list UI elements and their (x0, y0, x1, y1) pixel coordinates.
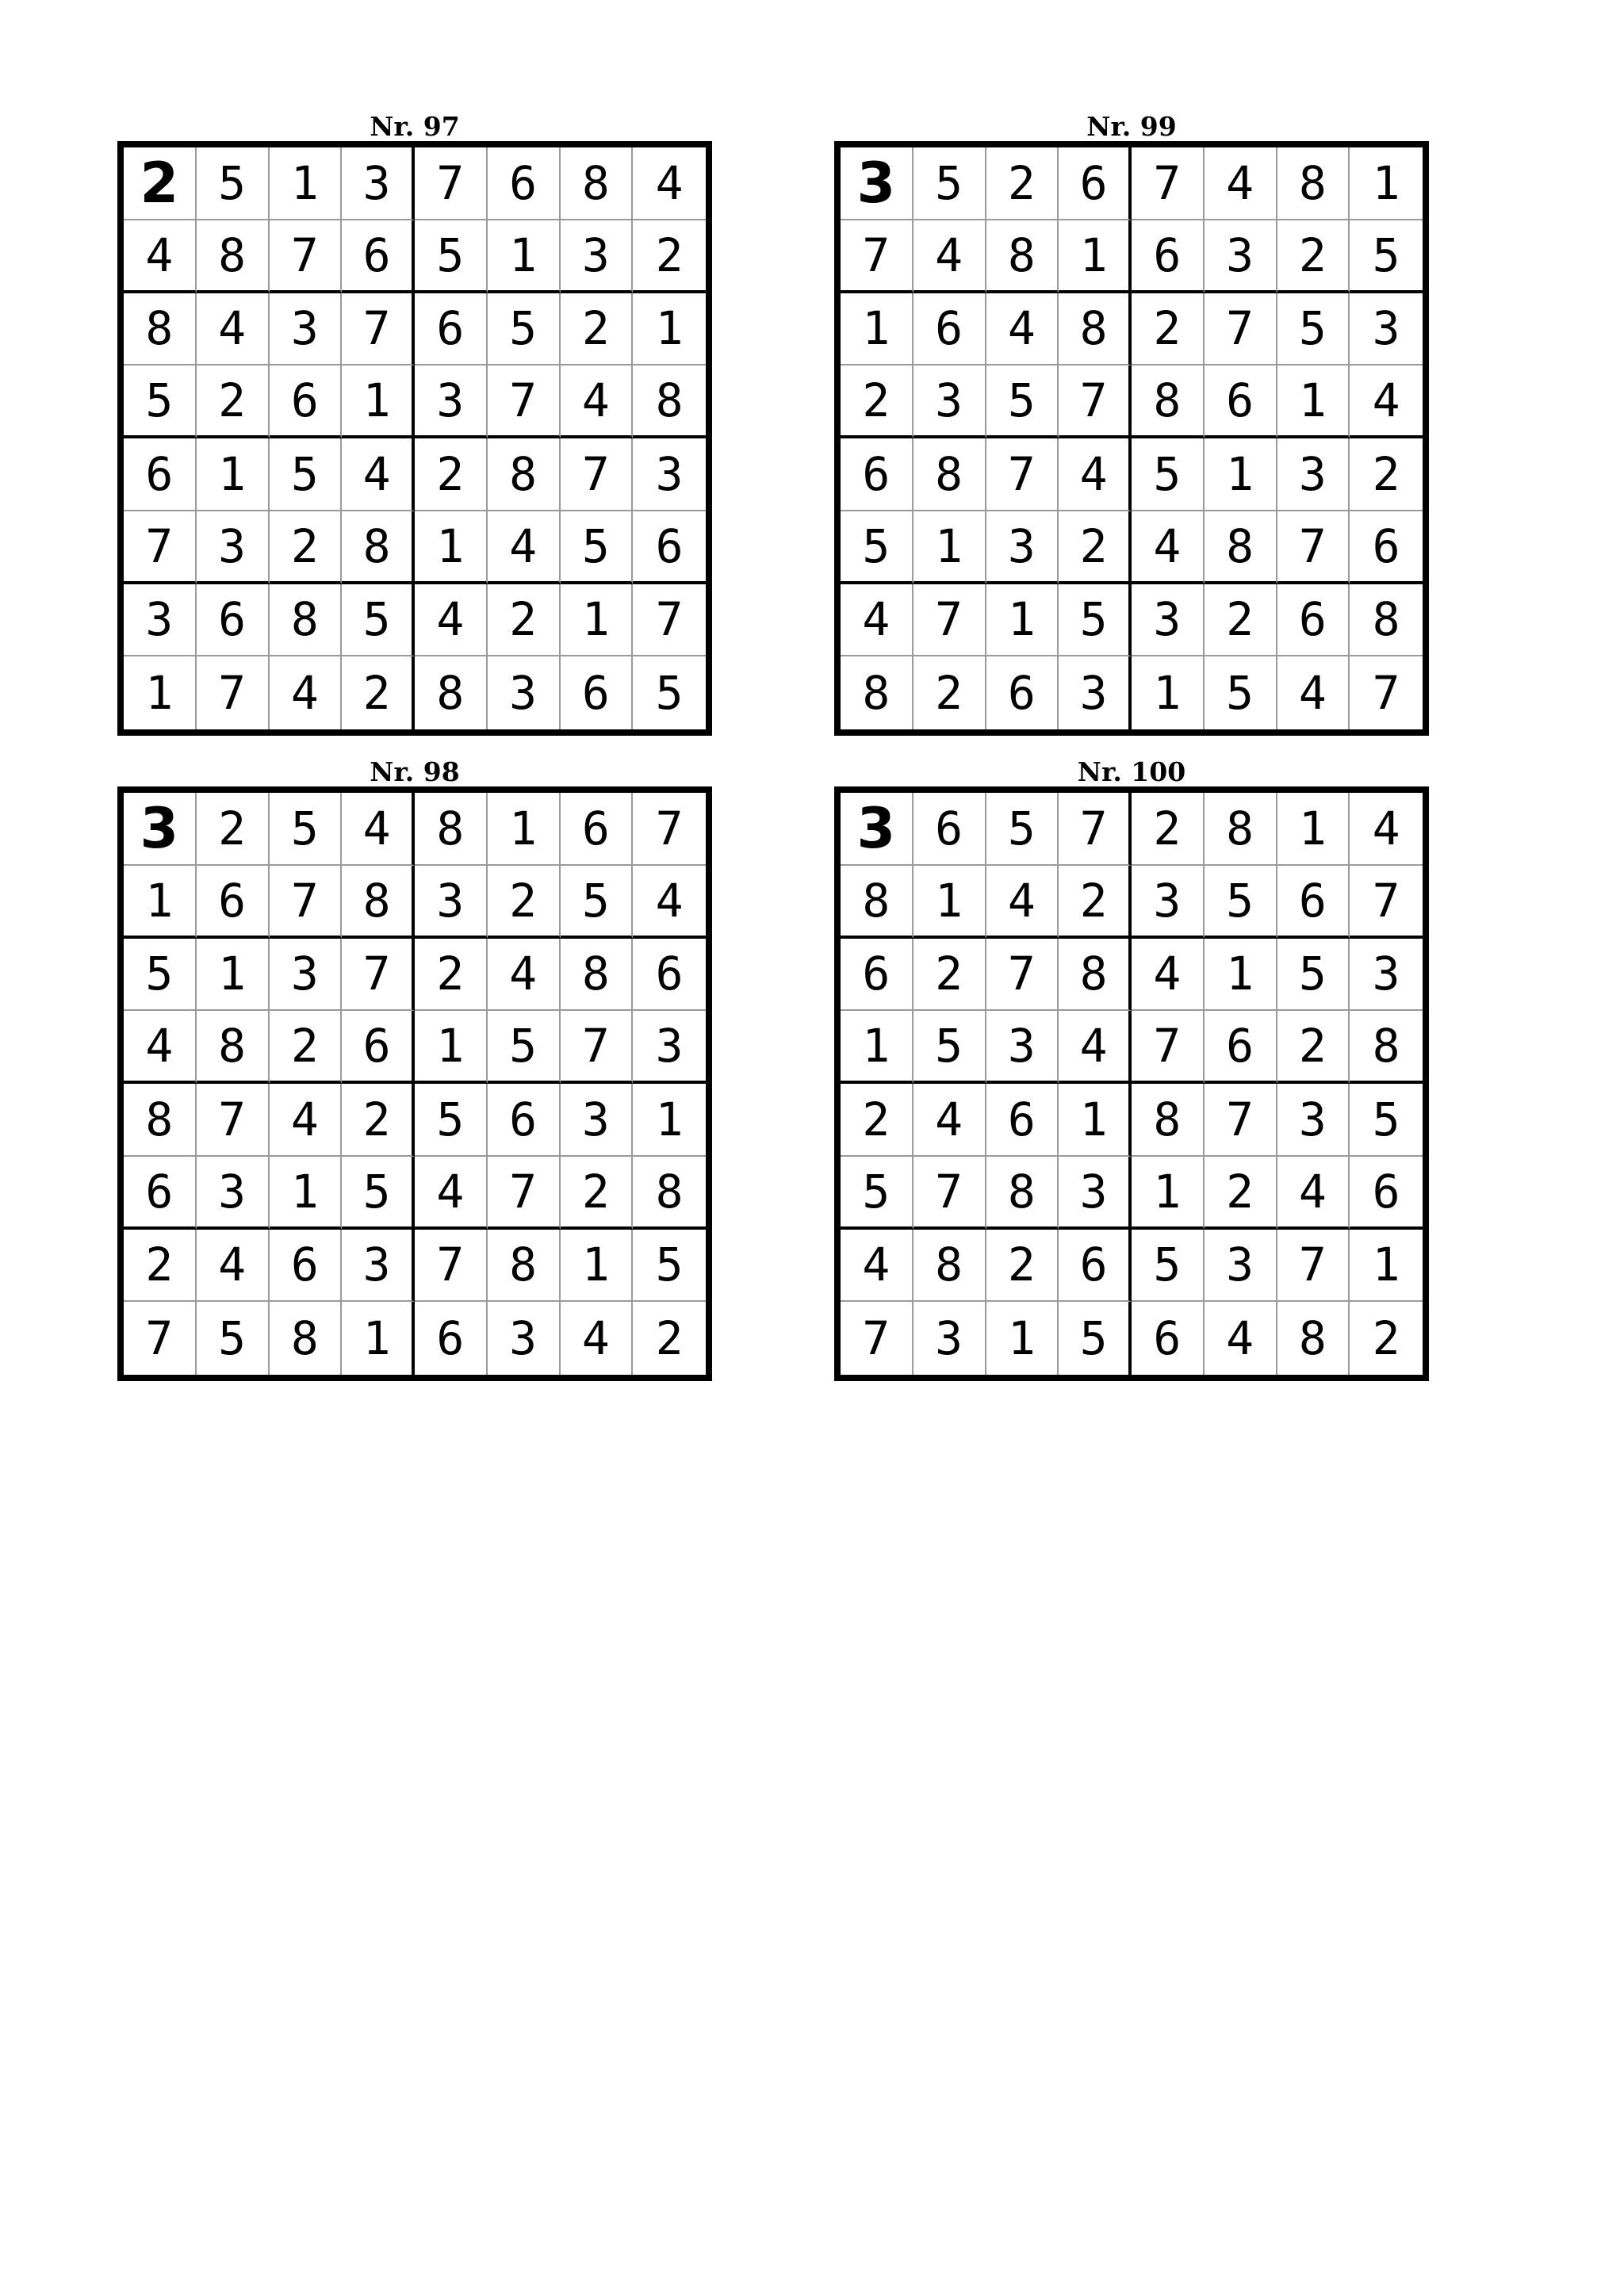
grid-cell: 5 (197, 1302, 270, 1375)
grid-cell: 1 (415, 1011, 488, 1084)
grid-cell: 2 (1059, 511, 1132, 584)
grid-cell: 6 (488, 1084, 561, 1157)
grid-cell: 4 (1059, 438, 1132, 511)
grid-cell: 7 (488, 365, 561, 438)
grid-cell: 3 (197, 511, 270, 584)
puzzle-nr-98 (117, 758, 712, 1381)
grid-cell: 2 (415, 438, 488, 511)
grid-cell: 8 (1059, 293, 1132, 366)
grid-cell: 8 (270, 1302, 343, 1375)
grid-cell: 8 (1059, 939, 1132, 1012)
grid-cell: 8 (342, 866, 415, 939)
grid-cell: 5 (1132, 1230, 1205, 1303)
grid-cell: 5 (197, 147, 270, 220)
grid-cell: 4 (633, 147, 706, 220)
grid-cell: 6 (1132, 1302, 1205, 1375)
grid-cell: 1 (1350, 1230, 1423, 1303)
grid-cell: 4 (914, 1084, 986, 1157)
grid-cell: 6 (561, 793, 634, 866)
grid-cell: 5 (1277, 293, 1350, 366)
grid-cell: 2 (841, 365, 914, 438)
grid-cell: 2 (841, 1084, 914, 1157)
grid-cell: 2 (270, 1011, 343, 1084)
grid-cell: 3 (124, 584, 197, 657)
grid-cell: 8 (124, 1084, 197, 1157)
grid-cell: 1 (1205, 438, 1277, 511)
grid-cell: 2 (342, 656, 415, 729)
grid-cell: 2 (1277, 220, 1350, 293)
grid-cell: 3 (488, 1302, 561, 1375)
grid-cell: 1 (342, 1302, 415, 1375)
grid-cell: 4 (488, 511, 561, 584)
grid-cell: 8 (914, 1230, 986, 1303)
grid-cell: 2 (124, 1230, 197, 1303)
grid-cell: 7 (986, 939, 1059, 1012)
grid-cell: 5 (986, 365, 1059, 438)
grid-cell: 2 (986, 147, 1059, 220)
grid-cell: 1 (914, 866, 986, 939)
grid-cell: 8 (1350, 584, 1423, 657)
grid-cell: 6 (1277, 866, 1350, 939)
grid-cell: 4 (1350, 365, 1423, 438)
grid-cell: 5 (986, 793, 1059, 866)
grid-cell: 3 (1132, 584, 1205, 657)
grid-cell: 8 (914, 438, 986, 511)
grid-cell: 7 (633, 793, 706, 866)
grid-cell: 1 (270, 147, 343, 220)
grid-cell: 7 (342, 939, 415, 1012)
grid-cell: 5 (488, 293, 561, 366)
grid-cell: 2 (1372, 1311, 1400, 1366)
grid-cell: 5 (1277, 939, 1350, 1012)
grid-cell: 3 (270, 293, 343, 366)
grid-cell: 8 (1350, 1011, 1423, 1084)
grid-cell: 2 (561, 1157, 634, 1230)
grid-cell: 5 (841, 1157, 914, 1230)
grid-cell: 5 (488, 1011, 561, 1084)
grid-cell: 5 (415, 220, 488, 293)
grid-cell: 5 (914, 1011, 986, 1084)
grid-cell: 5 (1059, 1302, 1132, 1375)
grid-cell: 3 (1350, 293, 1423, 366)
grid-cell: 1 (633, 293, 706, 366)
grid-cell: 8 (986, 220, 1059, 293)
grid-cell: 8 (270, 584, 343, 657)
grid-cell: 2 (1277, 1011, 1350, 1084)
grid-cell: 7 (1132, 147, 1205, 220)
grid-cell: 5 (415, 1084, 488, 1157)
grid-cell: 3 (1059, 1157, 1132, 1230)
grid-cell: 3 (342, 1230, 415, 1303)
grid-cell: 8 (561, 939, 634, 1012)
grid-cell: 6 (1277, 584, 1350, 657)
grid-cell: 3 (986, 1011, 1059, 1084)
grid-cell: 5 (124, 939, 197, 1012)
grid-cell: 5 (1350, 1084, 1423, 1157)
grid-cell: 3 (561, 220, 634, 293)
grid-cell: 1 (488, 793, 561, 866)
grid-cell: 6 (633, 939, 706, 1012)
grid-cell: 1 (342, 365, 415, 438)
grid-cell: 4 (633, 866, 706, 939)
grid-cell: 2 (561, 293, 634, 366)
grid-cell: 7 (1277, 1230, 1350, 1303)
grid-cell: 6 (914, 793, 986, 866)
grid-cell: 2 (124, 147, 197, 220)
grid-cell: 6 (986, 1084, 1059, 1157)
grid-cell: 5 (342, 1157, 415, 1230)
grid-cell: 3 (124, 793, 197, 866)
grid-cell: 7 (124, 1302, 197, 1375)
grid-cell: 7 (1132, 1011, 1205, 1084)
grid-cell: 5 (633, 1230, 706, 1303)
grid-cell: 4 (561, 365, 634, 438)
grid-cell: 3 (561, 1084, 634, 1157)
grid-cell: 8 (415, 793, 488, 866)
grid-cell: 1 (986, 1302, 1059, 1375)
grid-cell: 2 (1132, 793, 1205, 866)
grid-cell: 7 (342, 293, 415, 366)
grid-cell: 1 (1059, 220, 1132, 293)
puzzle-nr-100 (834, 758, 1429, 1381)
grid-cell: 5 (1205, 866, 1277, 939)
grid-cell: 4 (1350, 793, 1423, 866)
grid-cell: 4 (1059, 1011, 1132, 1084)
grid-cell: 4 (270, 1084, 343, 1157)
grid-cell: 3 (633, 1011, 706, 1084)
grid-cell: 8 (197, 220, 270, 293)
grid-cell: 7 (1277, 511, 1350, 584)
grid-cell: 1 (1132, 656, 1205, 729)
grid-cell: 3 (1277, 1084, 1350, 1157)
grid-cell: 6 (124, 1157, 197, 1230)
grid-cell: 6 (342, 1011, 415, 1084)
grid-cell: 1 (1059, 1084, 1132, 1157)
grid-cell: 8 (1132, 365, 1205, 438)
grid-cell: 5 (1350, 220, 1423, 293)
grid-cell: 2 (1132, 293, 1205, 366)
grid-cell: 8 (633, 365, 706, 438)
grid-cell: 5 (1132, 438, 1205, 511)
grid-cell: 4 (1132, 511, 1205, 584)
grid-cell: 3 (197, 1157, 270, 1230)
grid-cell: 5 (124, 365, 197, 438)
grid-cell: 2 (1205, 1157, 1277, 1230)
grid-cell: 1 (914, 511, 986, 584)
grid-cell: 1 (197, 939, 270, 1012)
grid-cell: 5 (561, 866, 634, 939)
grid-cell: 1 (488, 220, 561, 293)
grid-cell: 4 (342, 793, 415, 866)
grid-cell: 7 (1372, 666, 1400, 721)
sudoku-grid (834, 141, 1429, 736)
grid-cell: 3 (415, 365, 488, 438)
puzzle-title: Nr. 98 (370, 756, 460, 787)
grid-cell: 7 (561, 438, 634, 511)
grid-cell: 4 (986, 866, 1059, 939)
grid-cell: 7 (1059, 793, 1132, 866)
grid-cell: 4 (342, 438, 415, 511)
grid-cell: 5 (270, 438, 343, 511)
grid-cell: 6 (342, 220, 415, 293)
grid-cell: 1 (841, 293, 914, 366)
grid-cell: 1 (841, 1011, 914, 1084)
grid-cell: 3 (415, 866, 488, 939)
grid-cell: 8 (841, 866, 914, 939)
grid-cell: 6 (197, 866, 270, 939)
grid-cell: 1 (415, 511, 488, 584)
grid-cell: 7 (488, 1157, 561, 1230)
grid-cell: 4 (986, 293, 1059, 366)
grid-cell: 3 (1205, 220, 1277, 293)
grid-cell: 6 (415, 1302, 488, 1375)
grid-cell: 3 (986, 511, 1059, 584)
grid-cell: 7 (415, 147, 488, 220)
grid-cell: 6 (124, 438, 197, 511)
grid-cell: 2 (488, 866, 561, 939)
grid-cell: 4 (488, 939, 561, 1012)
grid-cell: 7 (1059, 365, 1132, 438)
puzzle-nr-97 (117, 113, 712, 736)
sudoku-grid (117, 786, 712, 1381)
grid-cell: 3 (1277, 438, 1350, 511)
sudoku-grid (834, 786, 1429, 1381)
grid-cell: 6 (986, 656, 1059, 729)
grid-cell: 6 (1059, 147, 1132, 220)
grid-cell: 4 (270, 656, 343, 729)
grid-cell: 8 (633, 1157, 706, 1230)
grid-cell: 5 (914, 147, 986, 220)
grid-cell: 6 (1205, 1011, 1277, 1084)
grid-cell: 3 (914, 1302, 986, 1375)
grid-cell: 8 (488, 438, 561, 511)
grid-cell: 2 (197, 793, 270, 866)
grid-cell: 8 (841, 656, 914, 729)
grid-cell: 2 (1205, 584, 1277, 657)
grid-cell: 7 (561, 1011, 634, 1084)
grid-cell: 7 (986, 438, 1059, 511)
grid-cell: 8 (1277, 147, 1350, 220)
grid-cell: 2 (1350, 438, 1423, 511)
grid-cell: 7 (633, 584, 706, 657)
grid-cell: 2 (914, 939, 986, 1012)
grid-cell: 3 (342, 147, 415, 220)
grid-cell: 5 (1205, 656, 1277, 729)
grid-cell: 6 (841, 438, 914, 511)
grid-cell: 1 (1132, 1157, 1205, 1230)
grid-cell: 5 (1059, 584, 1132, 657)
grid-cell: 6 (1059, 1230, 1132, 1303)
grid-cell: 1 (986, 584, 1059, 657)
grid-cell: 1 (1205, 939, 1277, 1012)
grid-cell: 6 (914, 293, 986, 366)
grid-cell: 2 (197, 365, 270, 438)
grid-cell: 8 (1277, 1302, 1350, 1375)
grid-cell: 2 (415, 939, 488, 1012)
grid-cell: 6 (197, 584, 270, 657)
grid-cell: 7 (1350, 866, 1423, 939)
grid-cell: 3 (270, 939, 343, 1012)
grid-cell: 7 (914, 584, 986, 657)
grid-cell: 7 (841, 220, 914, 293)
grid-cell: 7 (197, 1084, 270, 1157)
grid-cell: 4 (197, 1230, 270, 1303)
grid-cell: 7 (1205, 1084, 1277, 1157)
grid-cell: 4 (1205, 1302, 1277, 1375)
puzzle-title: Nr. 100 (1077, 756, 1186, 787)
puzzle-title: Nr. 99 (1086, 111, 1177, 142)
grid-cell: 4 (1205, 147, 1277, 220)
grid-cell: 1 (197, 438, 270, 511)
grid-cell: 3 (841, 147, 914, 220)
grid-cell: 4 (415, 584, 488, 657)
grid-cell: 2 (986, 1230, 1059, 1303)
grid-cell: 4 (1277, 1157, 1350, 1230)
grid-cell: 8 (1132, 1084, 1205, 1157)
grid-cell: 1 (1277, 793, 1350, 866)
grid-cell: 1 (1277, 365, 1350, 438)
grid-cell: 4 (124, 220, 197, 293)
grid-cell: 5 (841, 511, 914, 584)
grid-cell: 7 (197, 656, 270, 729)
grid-cell: 7 (415, 1230, 488, 1303)
grid-cell: 7 (841, 1302, 914, 1375)
grid-cell: 3 (841, 793, 914, 866)
grid-cell: 8 (986, 1157, 1059, 1230)
grid-cell: 4 (841, 584, 914, 657)
grid-cell: 7 (914, 1157, 986, 1230)
grid-cell: 8 (561, 147, 634, 220)
grid-cell: 3 (1059, 656, 1132, 729)
grid-cell: 2 (342, 1084, 415, 1157)
grid-cell: 4 (1132, 939, 1205, 1012)
grid-cell: 1 (124, 866, 197, 939)
grid-cell: 8 (342, 511, 415, 584)
grid-cell: 5 (561, 511, 634, 584)
grid-cell: 6 (1132, 220, 1205, 293)
grid-cell: 2 (488, 584, 561, 657)
grid-cell: 1 (1350, 147, 1423, 220)
grid-cell: 1 (124, 656, 197, 729)
grid-cell: 2 (914, 656, 986, 729)
grid-cell: 7 (270, 220, 343, 293)
grid-cell: 6 (633, 511, 706, 584)
grid-cell: 4 (914, 220, 986, 293)
grid-cell: 8 (415, 656, 488, 729)
grid-cell: 6 (1350, 1157, 1423, 1230)
grid-cell: 1 (633, 1084, 706, 1157)
grid-cell: 5 (655, 666, 684, 721)
grid-cell: 4 (415, 1157, 488, 1230)
grid-cell: 6 (561, 656, 634, 729)
grid-cell: 6 (415, 293, 488, 366)
grid-cell: 3 (488, 656, 561, 729)
puzzle-title: Nr. 97 (370, 111, 460, 142)
grid-cell: 6 (1350, 511, 1423, 584)
grid-cell: 4 (841, 1230, 914, 1303)
grid-cell: 8 (1205, 511, 1277, 584)
grid-cell: 4 (1277, 656, 1350, 729)
grid-cell: 1 (270, 1157, 343, 1230)
grid-cell: 4 (561, 1302, 634, 1375)
grid-cell: 2 (270, 511, 343, 584)
grid-cell: 1 (561, 584, 634, 657)
grid-cell: 8 (124, 293, 197, 366)
grid-cell: 6 (270, 1230, 343, 1303)
grid-cell: 7 (124, 511, 197, 584)
grid-cell: 4 (124, 1011, 197, 1084)
grid-cell: 3 (1132, 866, 1205, 939)
grid-cell: 2 (655, 1311, 684, 1366)
grid-cell: 3 (914, 365, 986, 438)
grid-cell: 6 (488, 147, 561, 220)
grid-cell: 7 (270, 866, 343, 939)
grid-cell: 3 (1205, 1230, 1277, 1303)
grid-cell: 7 (1205, 293, 1277, 366)
grid-cell: 6 (1205, 365, 1277, 438)
grid-cell: 8 (488, 1230, 561, 1303)
grid-cell: 6 (841, 939, 914, 1012)
puzzle-nr-99 (834, 113, 1429, 736)
grid-cell: 2 (633, 220, 706, 293)
grid-cell: 2 (1059, 866, 1132, 939)
grid-cell: 1 (561, 1230, 634, 1303)
grid-cell: 6 (270, 365, 343, 438)
grid-cell: 3 (633, 438, 706, 511)
sudoku-grid (117, 141, 712, 736)
grid-cell: 8 (197, 1011, 270, 1084)
grid-cell: 3 (1350, 939, 1423, 1012)
grid-cell: 5 (342, 584, 415, 657)
grid-cell: 8 (1205, 793, 1277, 866)
grid-cell: 4 (197, 293, 270, 366)
grid-cell: 5 (270, 793, 343, 866)
